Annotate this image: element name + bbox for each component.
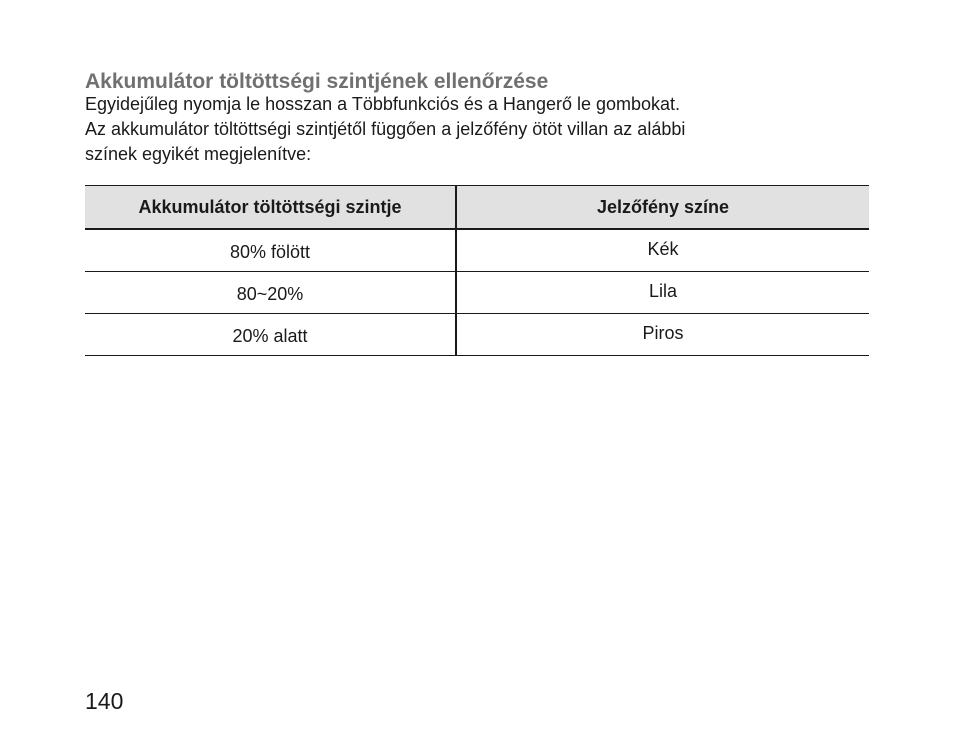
table-body (85, 229, 869, 356)
table-row (85, 314, 869, 356)
intro-line: Egyidejűleg nyomja le hosszan a Többfunkciós és a Hangerő le gombokat. (85, 94, 681, 114)
indicator-color-cell: Piros (456, 314, 869, 356)
section-heading: Akkumulátor töltöttségi szintjének ellenőrzése (85, 70, 549, 94)
intro-paragraph (85, 92, 885, 167)
battery-level-cell: 80~20% (85, 272, 456, 314)
page-number: 140 (85, 688, 124, 714)
header-indicator-color: Jelzőfény színe (456, 186, 869, 230)
header-battery-level: Akkumulátor töltöttségi szintje (85, 186, 456, 230)
table-header (85, 186, 869, 230)
battery-level-table (85, 185, 869, 356)
indicator-color-cell: Kék (456, 229, 869, 272)
battery-level-cell: 80% fölött (85, 229, 456, 272)
intro-line: Az akkumulátor töltöttségi szintjétől függően a jelzőfény ötöt villan az alábbi (85, 119, 686, 139)
table-row (85, 272, 869, 314)
table-row (85, 229, 869, 272)
battery-level-cell: 20% alatt (85, 314, 456, 356)
table-header-row (85, 186, 869, 230)
indicator-color-cell: Lila (456, 272, 869, 314)
intro-line: színek egyikét megjelenítve: (85, 144, 312, 164)
